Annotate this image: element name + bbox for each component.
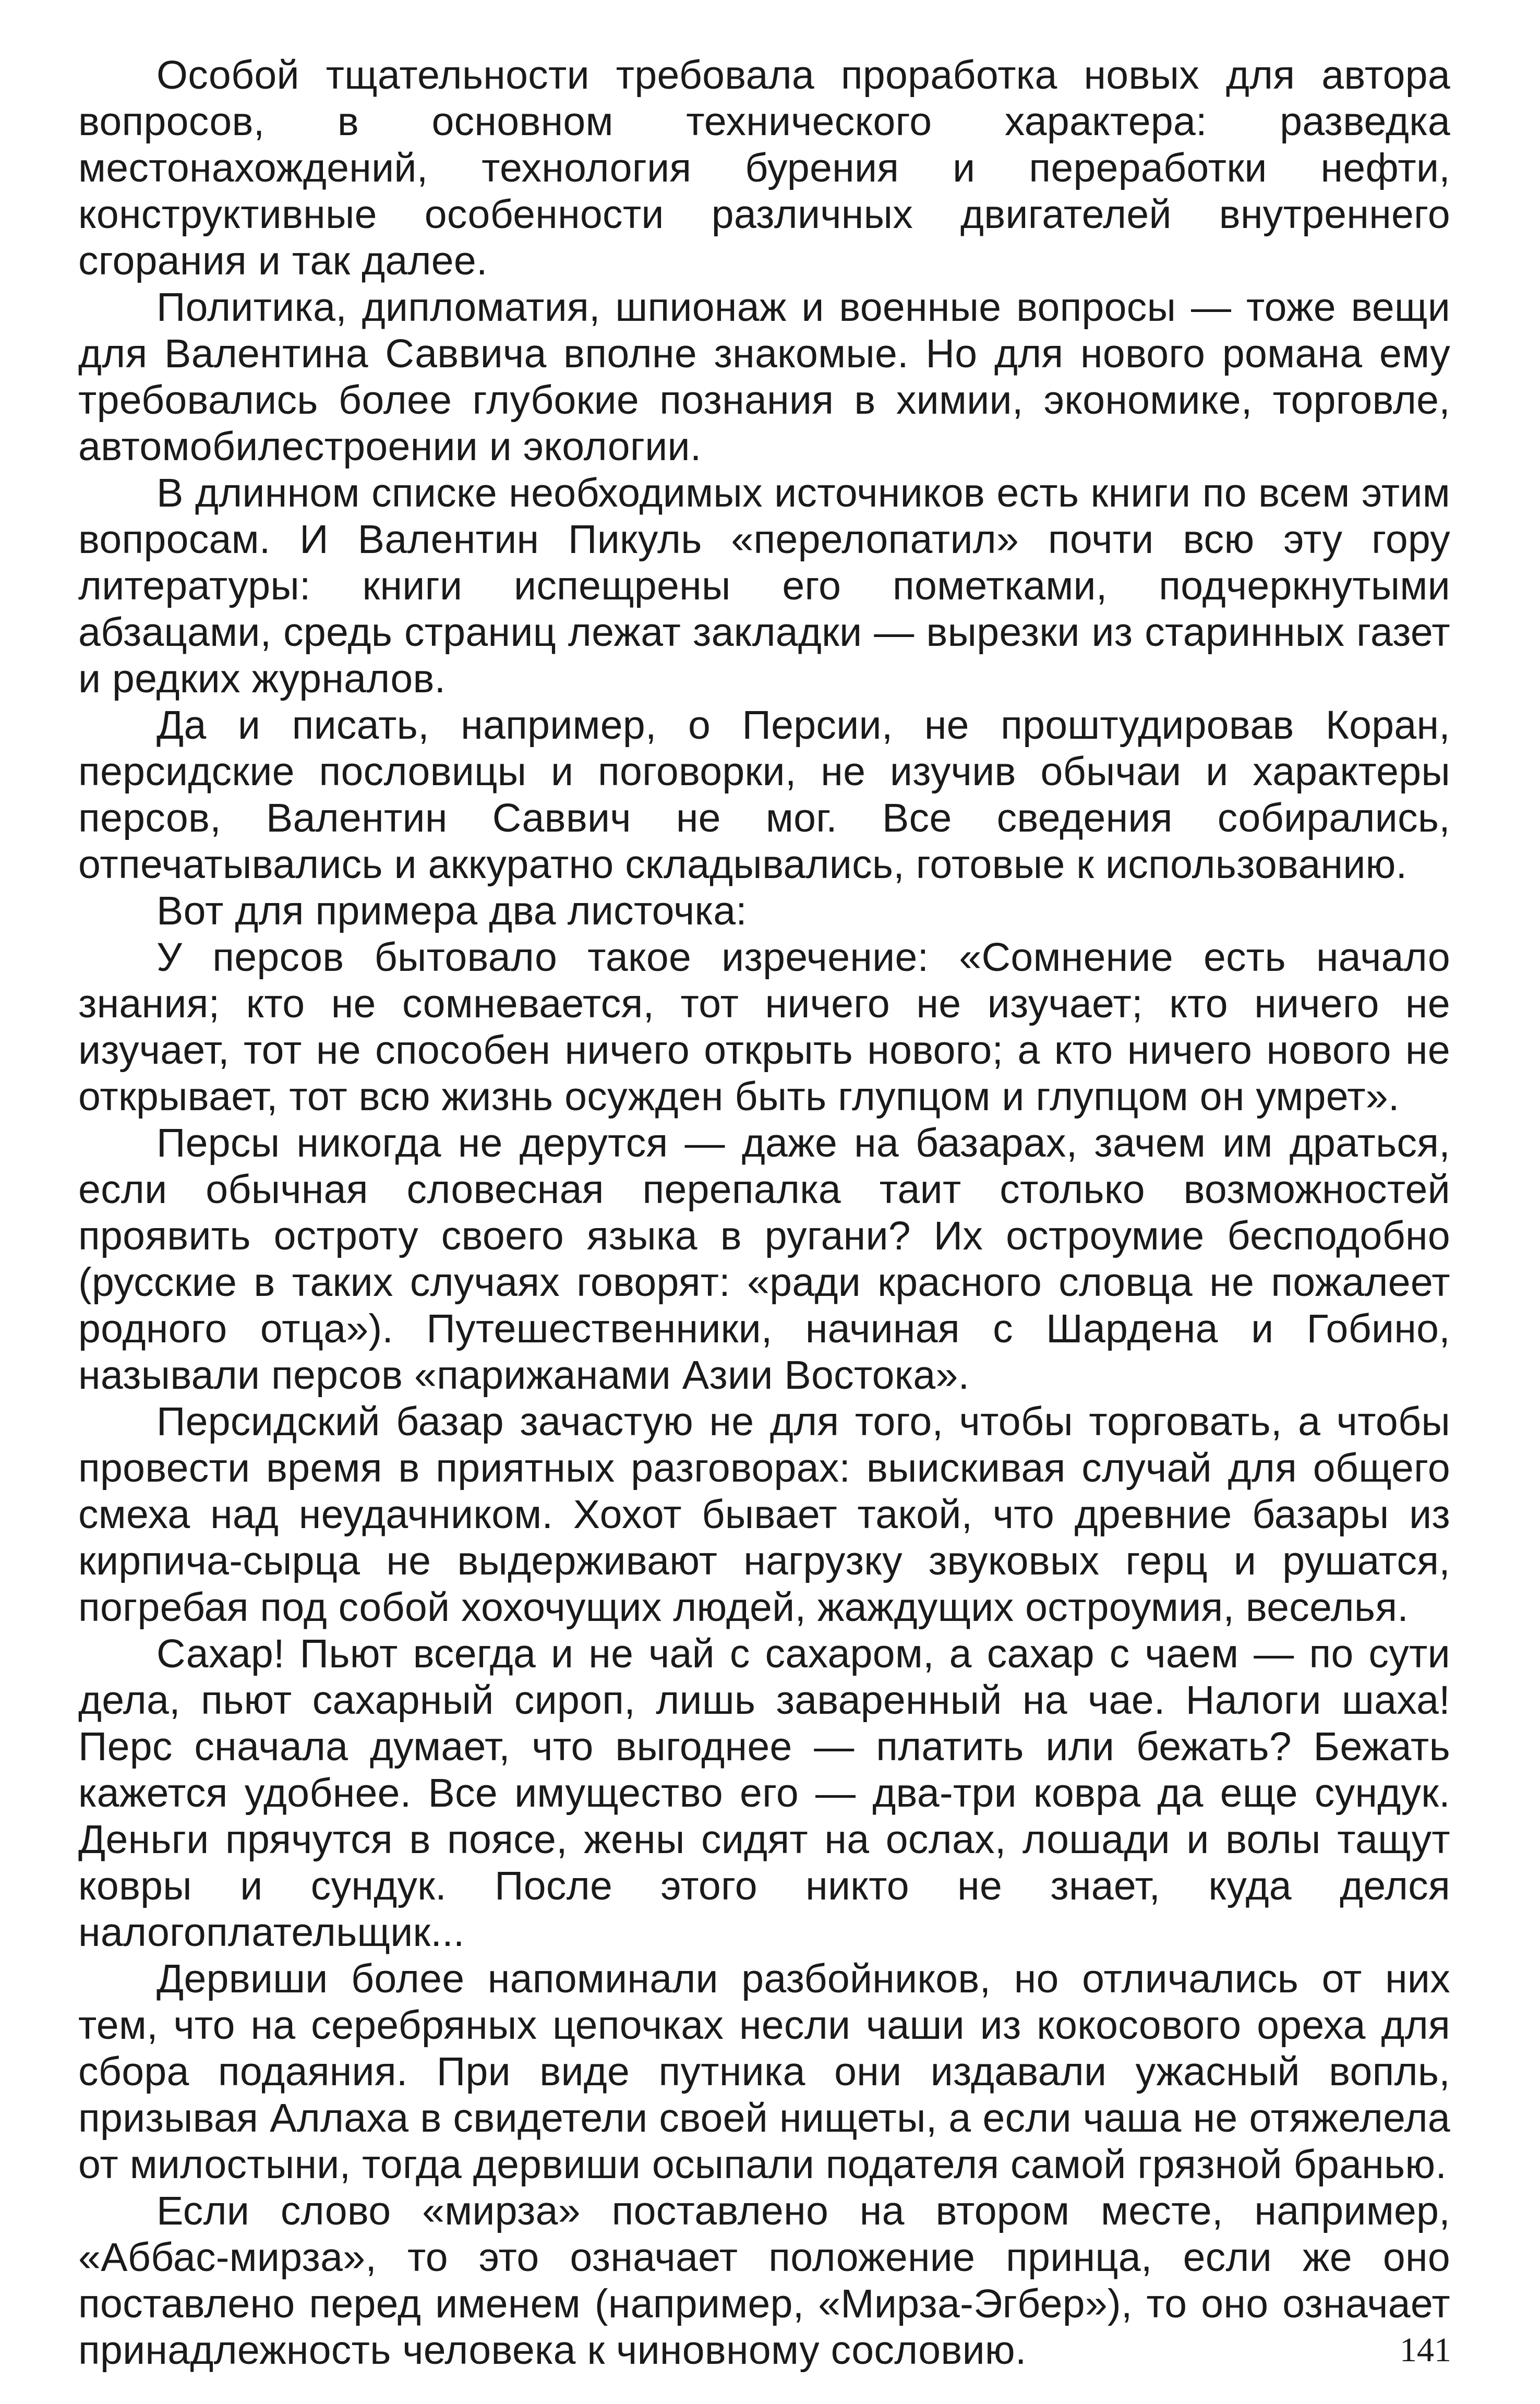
paragraph: В длинном списке необходимых источников есть книги по всем этим вопросам. И Валентин Пикуль «перелопатил» почти всю эту гору литературы: книги испещрены его пометками, подчеркнутыми абзацами, средь страниц лежат закладки — вырезки из старинных газет и редких журналов. <box>78 471 1450 701</box>
paragraph: Вот для примера два листочка: <box>157 888 748 933</box>
paragraph: Персы никогда не дерутся — даже на базарах, зачем им драться, если обычная словесная перепалка таит столько возможностей проявить остроту своего языка в ругани? Их остроумие бесподобно (русские в таких случаях говорят: «ради красного словца не пожалеет родного отца»). Путешественники, начиная с Шардена и Гобино, называли персов «парижанами Азии Востока». <box>78 1121 1450 1398</box>
paragraph: У персов бытовало такое изречение: «Сомнение есть начало знания; кто не сомневается, тот ничего не изучает; кто ничего не изучает, тот не способен ничего открыть нового; а кто ничего нового не открывает, тот всю жизнь осужден быть глупцом и глупцом он умрет». <box>78 935 1450 1119</box>
paragraph: Особой тщательности требовала проработка новых для автора вопросов, в основном технического характера: разведка местонахождений, технология бурения и переработки нефти, конструктивные особенности различных двигателей внутреннего сгорания и так далее. <box>78 53 1450 283</box>
paragraph: Политика, дипломатия, шпионаж и военные вопросы — тоже вещи для Валентина Саввича вполне знакомые. Но для нового романа ему требовались более глубокие познания в химии, экономике, торговле, автомобилестроении и экологии. <box>78 285 1450 469</box>
paragraph: Дервиши более напоминали разбойников, но отличались от них тем, что на серебряных цепочках несли чаши из кокосового ореха для сбора подаяния. При виде путника они издавали ужасный вопль, призывая Аллаха в свидетели своей нищеты, а если чаша не отяжелела от милостыни, тогда дервиши осыпали подателя самой грязной бранью. <box>78 1956 1450 2187</box>
paragraph: Персидский базар зачастую не для того, чтобы торговать, а чтобы провести время в приятных разговорах: выискивая случай для общего смеха над неудачником. Хохот бывает такой, что древние базары из кирпича-сырца не выдерживают нагрузку звуковых герц и рушатся, погребая под собой хохочущих людей, жаждущих остроумия, веселья. <box>78 1399 1450 1630</box>
paragraph: Сахар! Пьют всегда и не чай с сахаром, а сахар с чаем — по сути дела, пьют сахарный сироп, лишь заваренный на чае. Налоги шаха! Перс сначала думает, что выгоднее — платить или бежать? Бежать кажется удобнее. Все имущество его — два-три ковра да еще сундук. Деньги прячутся в поясе, жены сидят на ослах, лошади и волы тащут ковры и сундук. После этого никто не знает, куда делся налогоплательщик... <box>78 1631 1450 1955</box>
page-number: 141 <box>1400 2331 1451 2369</box>
paragraph: Да и писать, например, о Персии, не проштудировав Коран, персидские пословицы и поговорки, не изучив обычаи и характеры персов, Валентин Саввич не мог. Все сведения собирались, отпечатывались и аккуратно складывались, готовые к использованию. <box>78 703 1450 887</box>
paragraph: Если слово «мирза» поставлено на втором месте, например, «Аббас-мирза», то это означает положение принца, если же оно поставлено перед именем (например, «Мирза-Эгбер»), то оно означает принадлежность человека к чиновному сословию. <box>78 2189 1450 2373</box>
